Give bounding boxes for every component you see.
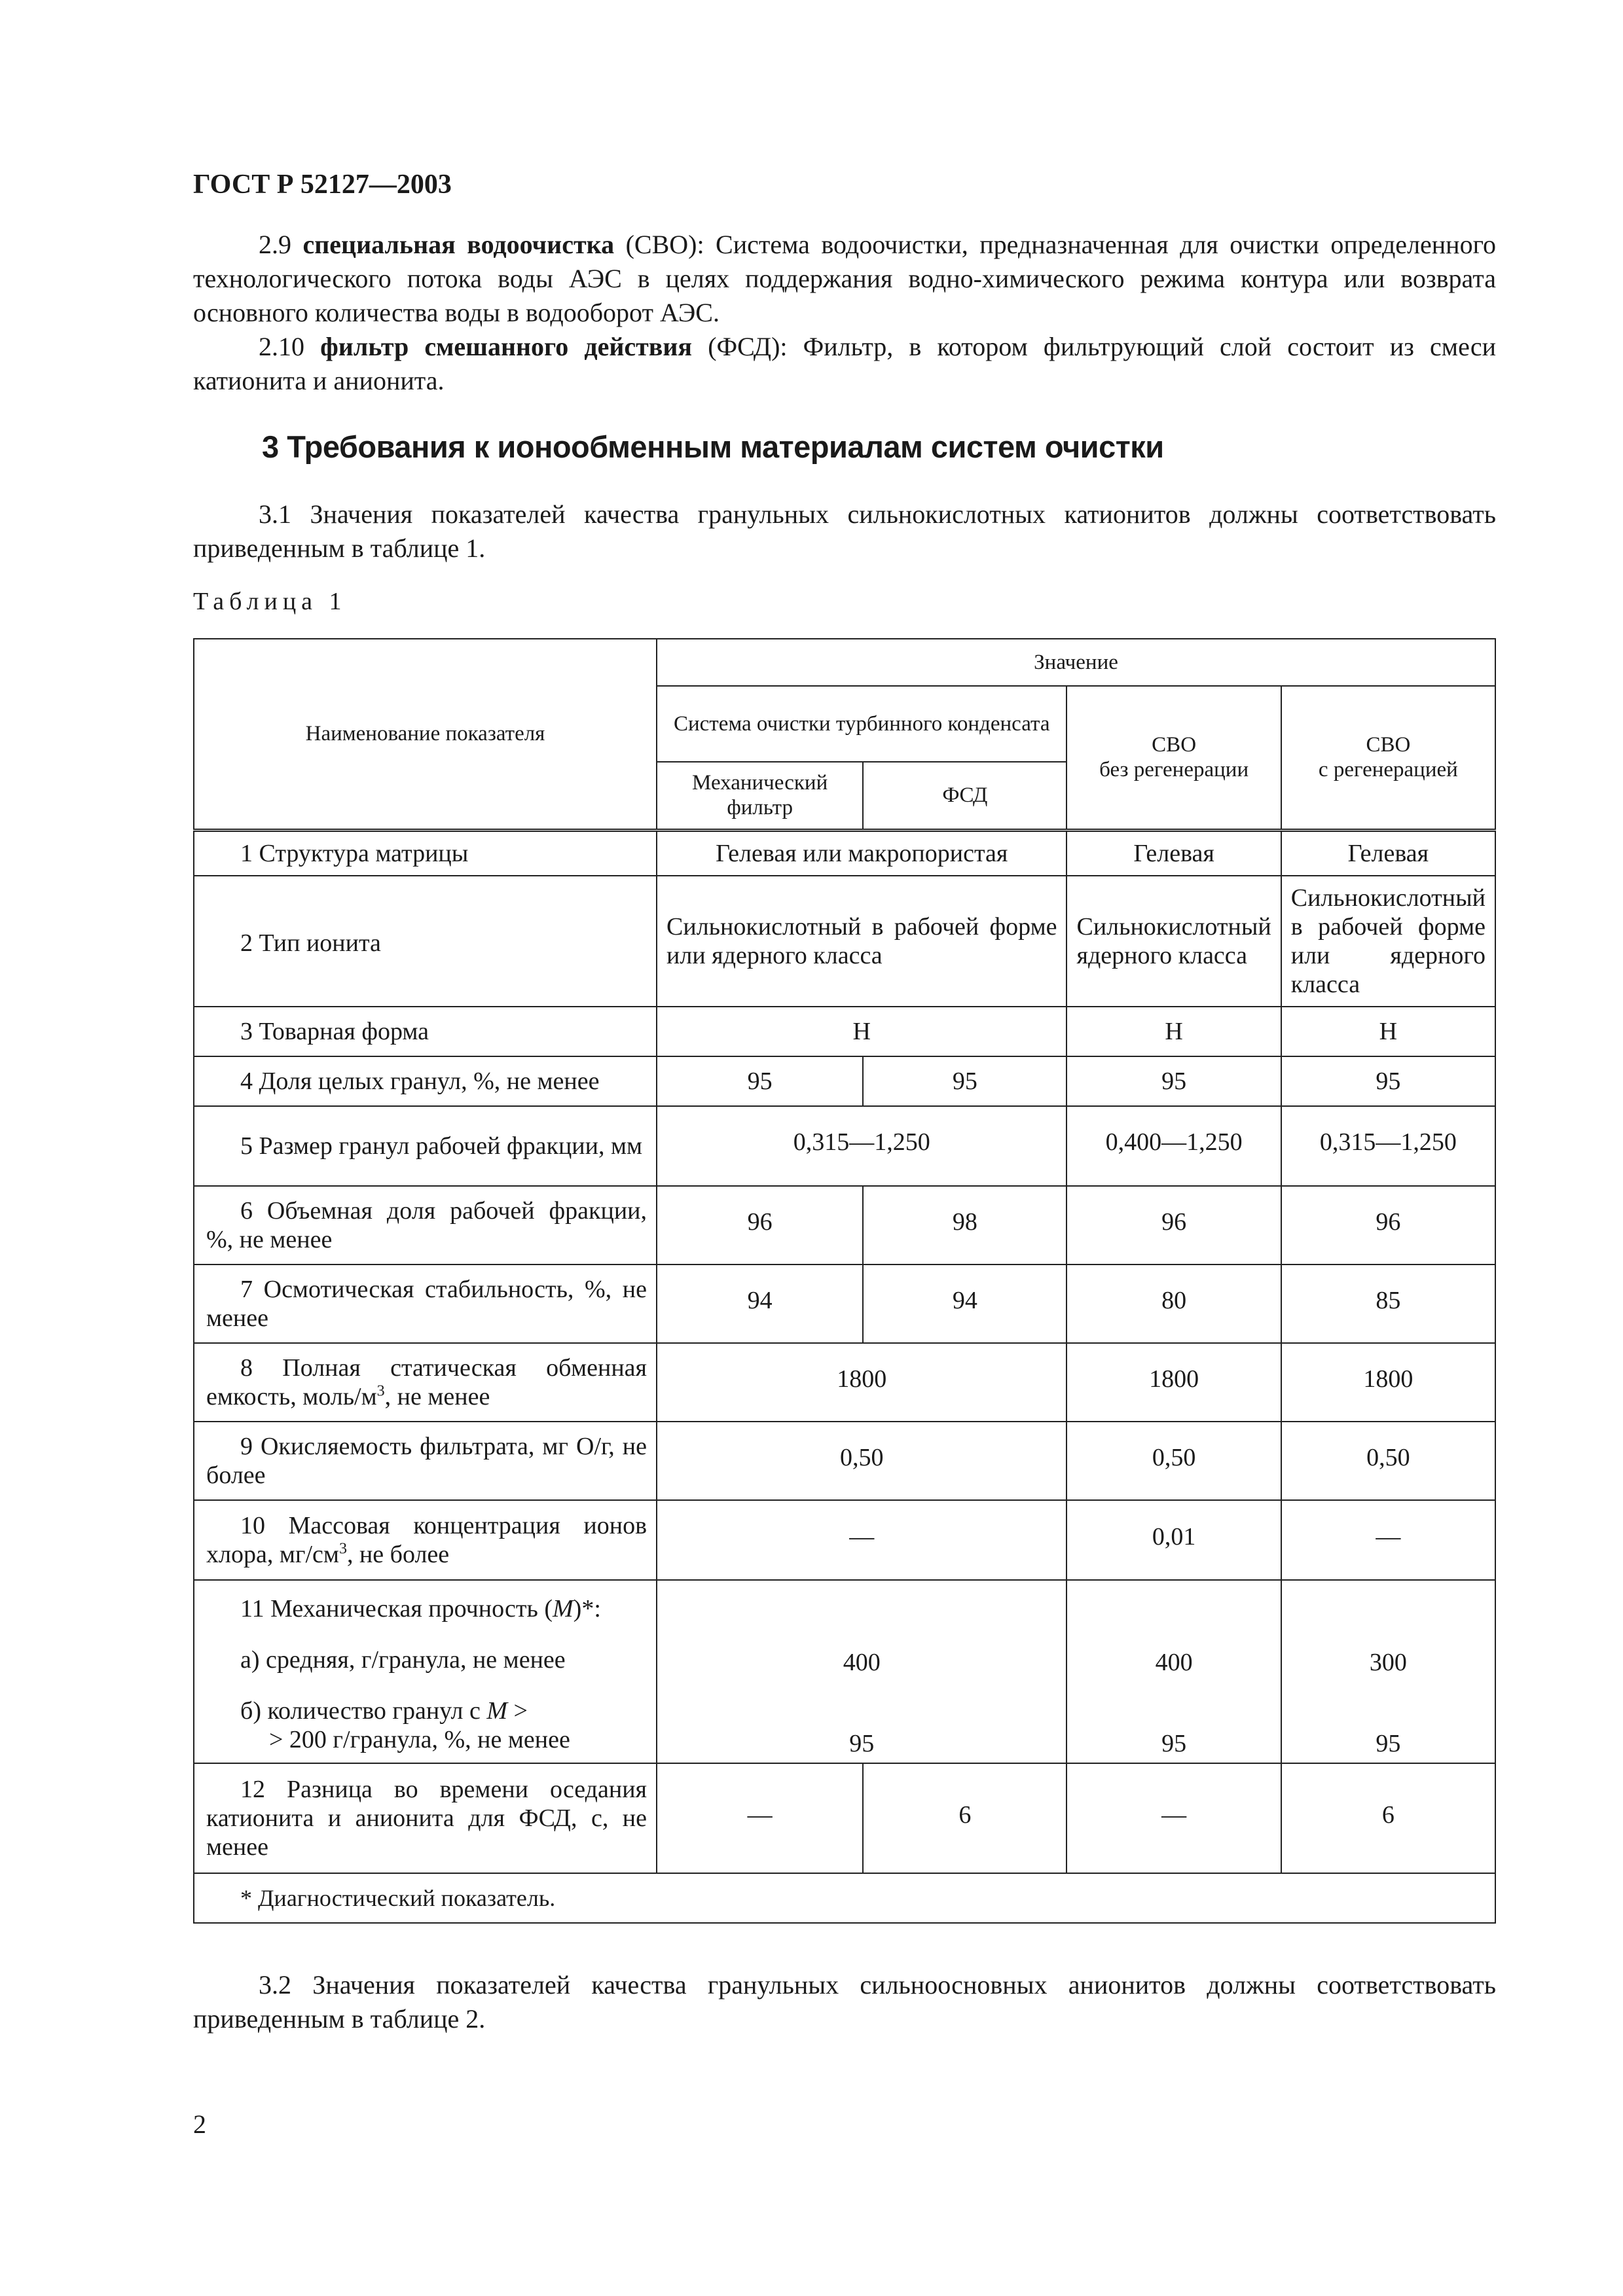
page-number: 2 [193,2109,206,2139]
table-row [194,1343,1495,1422]
table-1 [193,638,1496,1924]
header-system: Система очистки турбинного конденсата [657,686,1067,762]
value-cell [1281,1580,1495,1763]
value-cell: 95 [1281,1056,1495,1106]
value-a: 400 [843,1649,881,1676]
header-svo-label: СВО [1152,733,1197,757]
value-cell: — [657,1500,1067,1580]
table-row [194,1186,1495,1265]
header-svo-sub: с регенерацией [1318,758,1458,782]
subitem-a: а) средняя, г/гранула, не менее [240,1646,566,1674]
row-name [194,1763,657,1873]
row-name-text: )*: [573,1595,601,1623]
term: фильтр смешанного действия [320,332,693,361]
value-a: 400 [1155,1649,1193,1676]
row-name-text: , не более [346,1541,450,1568]
paragraph-number: 2.9 [259,230,291,259]
paragraph-2-9 [193,228,1496,330]
value-b: 95 [1376,1730,1401,1757]
value-cell: Гелевая [1281,830,1495,876]
row-name-text: 8 Полная статическая обменная емкость, моль/м [206,1354,647,1410]
row-name [194,1106,657,1186]
table-row [194,1056,1495,1106]
row-name-text: 3 Товарная форма [240,1018,429,1045]
value-b: 95 [1161,1730,1187,1757]
table-row [194,830,1495,876]
value-cell: 1800 [1281,1343,1495,1422]
table-row [194,1763,1495,1873]
value-cell: 94 [863,1265,1067,1343]
value-cell [657,1580,1067,1763]
value-cell: 95 [657,1056,863,1106]
value-cell: Гелевая [1067,830,1281,876]
row-name-text: , не менее [384,1383,490,1410]
value-cell: — [657,1763,863,1873]
value-cell: Сильнокислотный ядерного класса [1067,876,1281,1007]
value-cell: Гелевая или макропористая [657,830,1067,876]
value-cell: 0,50 [1067,1422,1281,1500]
value-cell: 95 [1067,1056,1281,1106]
value-cell: Н [1281,1007,1495,1056]
row-name-text: 9 Окисляемость фильтрата, мг О/г, не более [206,1433,647,1489]
term: специальная водоочистка [302,230,615,259]
header-value: Значение [657,639,1495,686]
row-name [194,1186,657,1265]
value-cell: 80 [1067,1265,1281,1343]
superscript: 3 [338,1540,347,1558]
header-svo-sub: без регенерации [1099,758,1249,782]
row-name-text: 12 Разница во времени оседания катионита и анионита для ФСД, с, не менее [206,1776,647,1861]
row-name-text: 2 Тип ионита [240,929,381,957]
value-cell: Сильнокислотный в рабочей форме или ядерного класса [657,876,1067,1007]
table-row [194,1500,1495,1580]
value-cell: 96 [1067,1186,1281,1265]
header-mech-filter: Механический фильтр [657,762,863,830]
row-name-text: 1 Структура матрицы [240,839,469,867]
value-cell: 0,315—1,250 [1281,1106,1495,1186]
row-name [194,1580,657,1763]
paragraph-3-2: 3.2 Значения показателей качества гранульных сильноосновных анионитов должны соответствовать приведенным в таблице 2. [193,1970,1496,2034]
row-name [194,1500,657,1580]
header-name: Наименование показателя [194,639,657,830]
definition-text: (ФСД): Фильтр, в котором фильтрующий слой состоит из смеси катионита и анионита. [193,332,1497,395]
value-cell: 94 [657,1265,863,1343]
value-cell: Н [657,1007,1067,1056]
value-cell: Н [1067,1007,1281,1056]
value-cell: 96 [1281,1186,1495,1265]
value-a: 300 [1369,1649,1407,1676]
italic-symbol: М [553,1595,574,1623]
table-note-row [194,1873,1495,1923]
row-name-text: 6 Объемная доля рабочей фракции, %, не менее [206,1197,647,1253]
italic-symbol: М [486,1697,508,1725]
row-name-text: б) количество гранул с [240,1697,481,1725]
value-cell: — [1067,1763,1281,1873]
table-row [194,1265,1495,1343]
table-caption: Таблица 1 [193,588,347,615]
section-title: 3 Требования к ионообменным материалам систем очистки [262,429,1164,464]
value-cell: 85 [1281,1265,1495,1343]
paragraph-3-1: 3.1 Значения показателей качества гранульных сильнокислотных катионитов должны соответствовать приведенным в таблице 1. [193,499,1496,563]
table-row [194,1106,1495,1186]
value-cell: 1800 [1067,1343,1281,1422]
table-footnote: * Диагностический показатель. [194,1873,1495,1923]
row-name-text: > 200 г/гранула, %, не менее [269,1726,570,1753]
value-cell: 0,01 [1067,1500,1281,1580]
document-header: ГОСТ Р 52127—2003 [193,170,452,200]
row-name-text: 11 Механическая прочность ( [240,1595,553,1623]
value-cell [1067,1580,1281,1763]
row-name [194,830,657,876]
header-svo-regen [1281,686,1495,830]
value-b: 95 [849,1730,875,1757]
value-cell: 96 [657,1186,863,1265]
table-row [194,1007,1495,1056]
superscript: 3 [376,1382,385,1400]
header-svo-no-regen [1067,686,1281,830]
value-cell: 0,315—1,250 [657,1106,1067,1186]
row-name-text: 7 Осмотическая стабильность, %, не менее [206,1276,647,1332]
row-name-text: 5 Размер гранул рабочей фракции, мм [240,1132,643,1160]
value-cell: 1800 [657,1343,1067,1422]
paragraph-2-10 [193,330,1496,398]
value-cell: 0,50 [657,1422,1067,1500]
header-fsd: ФСД [863,762,1067,830]
value-cell: 6 [1281,1763,1495,1873]
row-name [194,1422,657,1500]
table-row [194,1422,1495,1500]
row-name-text: 10 Массовая концентрация ионов хлора, мг/см [206,1512,647,1568]
table-row [194,876,1495,1007]
value-cell: 0,400—1,250 [1067,1106,1281,1186]
subitem-b [206,1696,647,1754]
value-cell: 98 [863,1186,1067,1265]
row-name-text: 4 Доля целых гранул, %, не менее [240,1067,600,1095]
table-row [194,1580,1495,1763]
row-name [194,1007,657,1056]
row-name-text: > [513,1697,528,1725]
value-cell: — [1281,1500,1495,1580]
value-cell: 6 [863,1763,1067,1873]
row-name [194,876,657,1007]
value-cell: 0,50 [1281,1422,1495,1500]
row-name [194,1056,657,1106]
value-cell: Сильнокислотный в рабочей форме или ядерного класса [1281,876,1495,1007]
paragraph-number: 2.10 [259,332,304,361]
row-name [194,1265,657,1343]
header-svo-label: СВО [1366,733,1411,757]
value-cell: 95 [863,1056,1067,1106]
row-name [194,1343,657,1422]
definition-text: (СВО): Система водоочистки, предназначенная для очистки определенного технологического потока воды АЭС в целях поддержания водно-химического режима контура или возврата основного количества воды в водооборот АЭС. [193,230,1496,327]
